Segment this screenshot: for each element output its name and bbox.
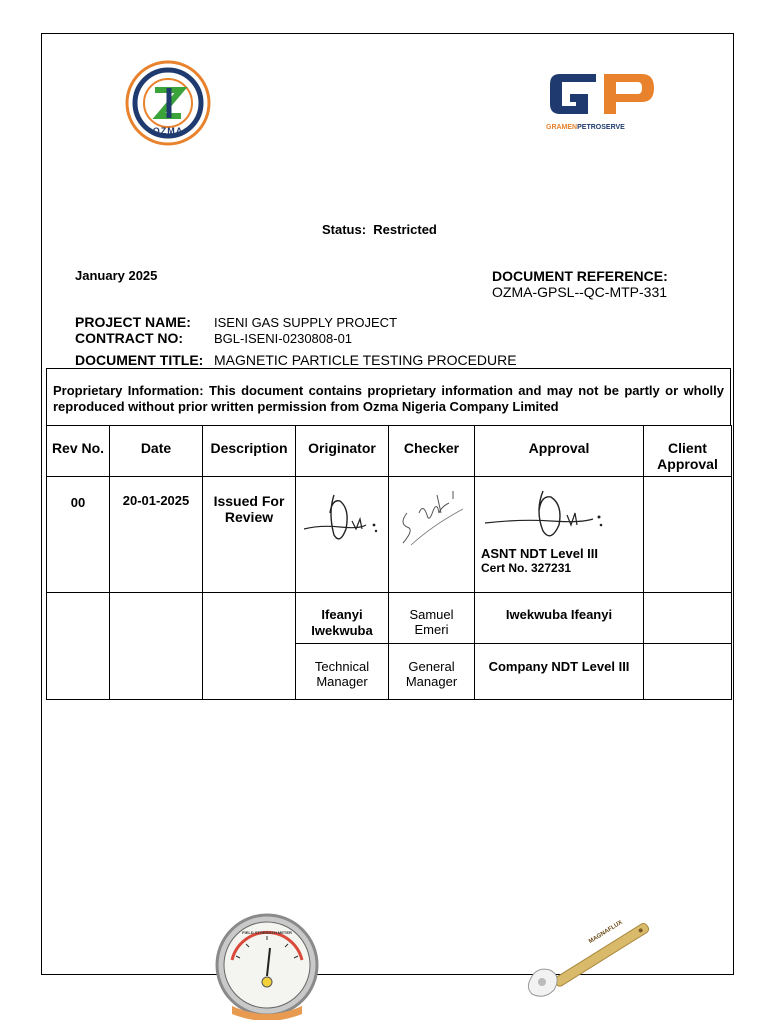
cell-client-approval — [644, 477, 732, 593]
doc-ref-value: OZMA-GPSL--QC-MTP-331 — [492, 284, 668, 300]
gauge-label: FIELD STRENGTH METER — [242, 930, 292, 935]
gramen-logo — [546, 68, 658, 136]
revision-table — [46, 425, 732, 700]
cell-empty — [644, 644, 732, 700]
originator-name: Ifeanyi Iwekwuba — [296, 593, 389, 644]
checker-name: Samuel Emeri — [389, 593, 475, 644]
approval-cert: Cert No. 327231 — [481, 561, 572, 575]
table-row — [47, 477, 732, 593]
cell-empty — [203, 593, 296, 700]
doc-title-value: MAGNETIC PARTICLE TESTING PROCEDURE — [214, 352, 517, 368]
cell-description: Issued For Review — [203, 477, 296, 593]
approval-name: Iwekwuba Ifeanyi — [475, 593, 644, 644]
cell-rev: 00 — [47, 477, 110, 593]
header-checker: Checker — [389, 426, 475, 477]
document-reference — [492, 268, 668, 300]
status-label: Status: — [322, 222, 367, 237]
checker-role: General Manager — [389, 644, 475, 700]
approval-title: ASNT NDT Level III — [481, 546, 599, 561]
contract-label: CONTRACT NO: — [75, 330, 184, 346]
gramen-tag-prefix: GRAMEN — [546, 124, 578, 131]
project-label: PROJECT NAME: — [75, 314, 191, 330]
header-description: Description — [203, 426, 296, 477]
header-approval: Approval — [475, 426, 644, 477]
cell-approval — [475, 477, 644, 593]
cell-empty — [110, 593, 203, 700]
doc-ref-label: DOCUMENT REFERENCE: — [492, 268, 668, 284]
tool-label: MAGNAFLUX — [588, 919, 624, 946]
status-value: Restricted — [373, 222, 437, 237]
cell-empty — [644, 593, 732, 644]
originator-signature-icon — [300, 485, 384, 549]
project-value: ISENI GAS SUPPLY PROJECT — [214, 315, 398, 330]
table-row — [47, 593, 732, 644]
header-client-approval: Client Approval — [644, 426, 732, 477]
cell-originator-signature — [296, 477, 389, 593]
document-date: January 2025 — [75, 268, 158, 283]
gramen-tag-suffix: PETROSERVE — [577, 124, 625, 131]
status-line — [322, 222, 437, 237]
magnaflux-tool — [522, 918, 658, 1004]
header-originator: Originator — [296, 426, 389, 477]
contract-value: BGL-ISENI-0230808-01 — [214, 331, 353, 346]
checker-signature-icon — [393, 483, 471, 553]
ozma-logo-text: OZMA — [152, 126, 184, 136]
field-strength-gauge — [214, 910, 320, 1020]
doc-title-label: DOCUMENT TITLE: — [75, 352, 204, 368]
table-header-row — [47, 426, 732, 477]
originator-role: Technical Manager — [296, 644, 389, 700]
gramen-logo-tagline — [546, 124, 658, 131]
ozma-logo — [125, 60, 211, 146]
approval-role: Company NDT Level III — [475, 644, 644, 700]
header-rev: Rev No. — [47, 426, 110, 477]
cell-checker-signature — [389, 477, 475, 593]
cell-empty — [47, 593, 110, 700]
header-date: Date — [110, 426, 203, 477]
cell-date: 20-01-2025 — [110, 477, 203, 593]
proprietary-notice: Proprietary Information: This document contains proprietary information and may not be partly or wholly reproduced without prior written permission from Ozma Nigeria Company Limited — [46, 368, 731, 426]
approval-signature-icon — [481, 485, 609, 547]
